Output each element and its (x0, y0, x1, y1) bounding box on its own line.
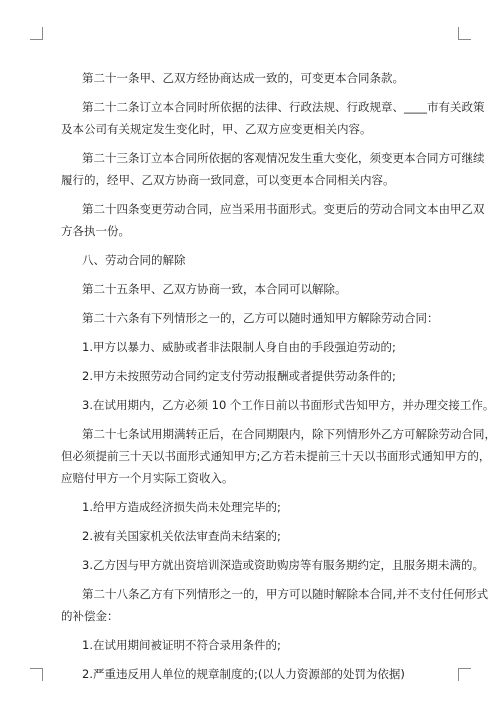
page-corner-mark-top-left (30, 27, 43, 40)
paragraph-line: 2.被有关国家机关依法审查尚未结案的; (82, 529, 281, 543)
paragraph (82, 249, 422, 271)
paragraph-line: 方各执一份。 (61, 224, 130, 238)
paragraph-line: 但必须提前三十天以书面形式通知甲方;乙方若未提前三十天以书面形式通知甲方的， (61, 449, 491, 463)
paragraph (82, 525, 422, 547)
paragraph (61, 198, 485, 242)
paragraph (82, 67, 422, 89)
paragraph (82, 307, 439, 329)
paragraph-line: 第二十五条甲、乙双方协商一致，本合同可以解除。 (82, 282, 347, 296)
page-corner-mark-bottom-right (458, 668, 471, 681)
paragraph-line: 第二十六条有下列情形之一的，乙方可以随时通知甲方解除劳动合同： (82, 311, 439, 325)
paragraph (82, 336, 422, 358)
paragraph-line: 的补偿金： (61, 609, 119, 623)
page-corner-mark-top-right (458, 27, 471, 40)
paragraph-line: 第二十一条甲、乙双方经协商达成一致的，可变更本合同条款。 (82, 71, 404, 85)
paragraph (61, 96, 485, 140)
paragraph (82, 365, 422, 387)
paragraph-line: 第二十四条变更劳动合同，应当采用书面形式。变更后的劳动合同文本由甲乙双 (82, 202, 485, 216)
paragraph-line: 1.给甲方造成经济损失尚未处理完毕的; (82, 500, 281, 514)
paragraph-line: 应赔付甲方一个月实际工资收入。 (61, 471, 234, 485)
paragraph-line: 3.在试用期内，乙方必须 10 个工作日前以书面形式告知甲方，并办理交接工作。 (82, 398, 495, 412)
paragraph-line: 2.严重违反用人单位的规章制度的;(以人力资源部的处罚为依据) (82, 667, 405, 681)
paragraph (82, 634, 422, 656)
paragraph (82, 554, 484, 576)
paragraph (82, 663, 422, 685)
paragraph-line: 1.甲方以暴力、威胁或者非法限制人身自由的手段强迫劳动的; (82, 340, 396, 354)
paragraph-line: 八、劳动合同的解除 (82, 253, 186, 267)
paragraph-line: 履行的，经甲、乙双方协商一致同意，可以变更本合同相关内容。 (61, 173, 395, 187)
paragraph-line: 第二十二条订立本合同时所依据的法律、行政法规、行政规章、____市有关政策 (82, 100, 485, 114)
paragraph (82, 496, 422, 518)
paragraph-line: 第二十八条乙方有下列情形之一的，甲方可以随时解除本合同,并不支付任何形式 (82, 587, 489, 601)
paragraph (61, 583, 489, 627)
paragraph-line: 第二十七条试用期满转正后，在合同期限内，除下列情形外乙方可解除劳动合同， (82, 427, 496, 441)
paragraph (61, 423, 496, 489)
document-body (61, 67, 496, 692)
paragraph-line: 3.乙方因与甲方就出资培训深造或资助购房等有服务期约定，且服务期未满的。 (82, 558, 484, 572)
paragraph (82, 278, 422, 300)
paragraph-line: 2.甲方未按照劳动合同约定支付劳动报酬或者提供劳动条件的; (82, 369, 396, 383)
paragraph-line: 第二十三条订立本合同所依据的客观情况发生重大变化，须变更本合同方可继续 (82, 151, 485, 165)
paragraph (61, 147, 485, 191)
page-corner-mark-bottom-left (30, 668, 43, 681)
paragraph-line: 1.在试用期间被证明不符合录用条件的; (82, 638, 281, 652)
paragraph-line: 及本公司有关规定发生变化时，甲、乙双方应变更相关内容。 (61, 122, 372, 136)
paragraph (82, 394, 495, 416)
